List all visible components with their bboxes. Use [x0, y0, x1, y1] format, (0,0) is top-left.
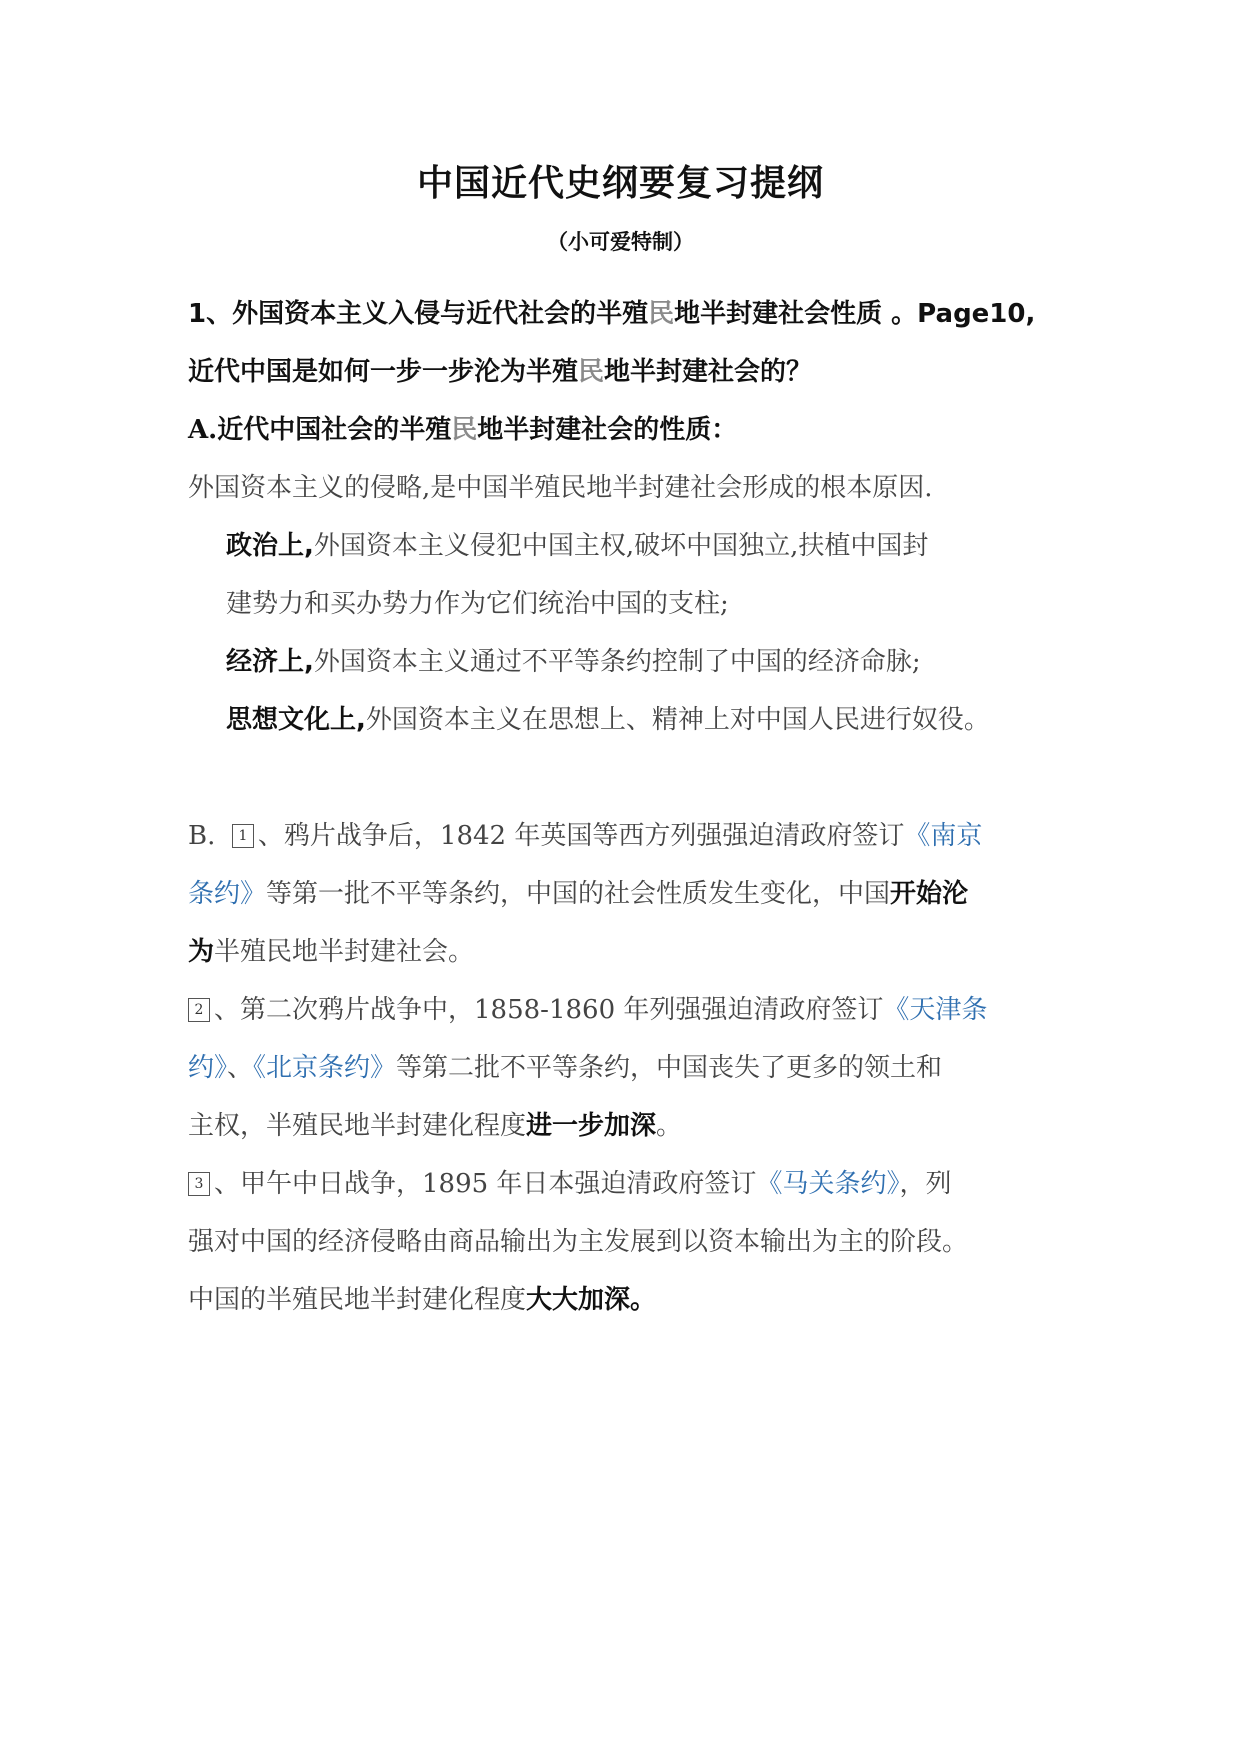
economic-label: 经济上,	[226, 647, 314, 677]
section-b-item-2-line-1	[188, 992, 1068, 1028]
cultural-paragraph	[226, 702, 1106, 738]
item-2-separator: 、	[227, 1053, 254, 1083]
section-b-item-3-line-3	[188, 1282, 1068, 1318]
section-b-item-2-line-3	[188, 1108, 1068, 1144]
heading-1-text: 1、外国资本主义入侵与近代社会的半殖	[188, 299, 649, 329]
item-1-emphasis: 为	[188, 937, 215, 967]
treaty-link-nanjing: 《南京	[904, 821, 983, 851]
heading-1-highlight: 民	[648, 299, 675, 329]
item-1-emphasis: 开始沦	[890, 879, 969, 909]
section-b-item-1-line-2	[188, 876, 1068, 912]
item-1-text: 等第一批不平等条约，中国的社会性质发生变化，中国	[266, 879, 891, 909]
heading-1-text: 地半封建社会性质 。Page10,	[674, 299, 1036, 329]
item-number-1: 1	[232, 824, 254, 848]
section-a-heading-text: 近代中国社会的半殖	[217, 415, 452, 445]
treaty-link-tianjin: 《天津条	[883, 995, 988, 1025]
section-b-item-2-line-2	[188, 1050, 1068, 1086]
political-text: 外国资本主义侵犯中国主权,破坏中国独立,扶植中国封	[313, 531, 929, 561]
section-a-prefix: A.	[188, 415, 218, 445]
section-b-prefix: B.	[188, 821, 216, 851]
treaty-link-beijing: 《北京条约》	[253, 1053, 397, 1083]
cultural-text: 外国资本主义在思想上、精神上对中国人民进行奴役。	[365, 705, 990, 735]
treaty-link-nanjing: 条约》	[188, 879, 267, 909]
political-paragraph	[226, 528, 1106, 564]
item-3-text: 、甲午中日战争，1895 年日本强迫清政府签订	[214, 1169, 757, 1199]
economic-text: 外国资本主义通过不平等条约控制了中国的经济命脉;	[313, 647, 921, 677]
political-text-cont: 建势力和买办势力作为它们统治中国的支柱;	[226, 589, 729, 619]
cultural-label: 思想文化上,	[226, 705, 366, 735]
economic-paragraph	[226, 644, 1106, 680]
heading-1-text: 地半封建社会的？	[604, 357, 813, 387]
item-2-text: 等第二批不平等条约，中国丧失了更多的领土和	[396, 1053, 943, 1083]
item-3-text: 中国的半殖民地半封建化程度	[188, 1285, 527, 1315]
item-1-text: 、鸦片战争后，1842 年英国等西方列强强迫清政府签订	[257, 821, 905, 851]
heading-1-line-2	[188, 354, 1068, 390]
section-a-heading	[188, 412, 1068, 448]
heading-1-line-1	[188, 296, 1068, 332]
section-a-heading-text: 地半封建社会的性质：	[477, 415, 738, 445]
section-b-item-3-line-1	[188, 1166, 1068, 1202]
treaty-link-maguan: 《马关条约》	[756, 1169, 900, 1199]
section-b-item-3-line-2: 强对中国的经济侵略由商品输出为主发展到以资本输出为主的阶段。	[188, 1227, 969, 1257]
item-number-3: 3	[188, 1172, 210, 1196]
treaty-link-tianjin: 约》	[188, 1053, 228, 1083]
document-subtitle: （小可爱特制）	[547, 230, 694, 254]
item-2-text: 主权，半殖民地半封建化程度	[188, 1111, 527, 1141]
item-2-emphasis: 进一步加深	[526, 1111, 657, 1141]
section-b-item-1-line-1	[188, 818, 1068, 854]
item-2-text: 、第二次鸦片战争中，1858-1860 年列强强迫清政府签订	[214, 995, 884, 1025]
section-a-highlight: 民	[451, 415, 478, 445]
item-number-2: 2	[188, 998, 210, 1022]
item-1-text: 半殖民地半封建社会。	[214, 937, 475, 967]
section-a-intro: 外国资本主义的侵略,是中国半殖民地半封建社会形成的根本原因.	[188, 473, 933, 503]
section-b-item-1-line-3	[188, 934, 1068, 970]
heading-1-text: 近代中国是如何一步一步沦为半殖	[188, 357, 579, 387]
heading-1-highlight: 民	[578, 357, 605, 387]
item-3-text: ，列	[899, 1169, 952, 1199]
item-2-text: 。	[656, 1111, 683, 1141]
document-title: 中国近代史纲要复习提纲	[416, 163, 824, 204]
item-3-emphasis: 大大加深。	[526, 1285, 657, 1315]
political-label: 政治上,	[226, 531, 314, 561]
